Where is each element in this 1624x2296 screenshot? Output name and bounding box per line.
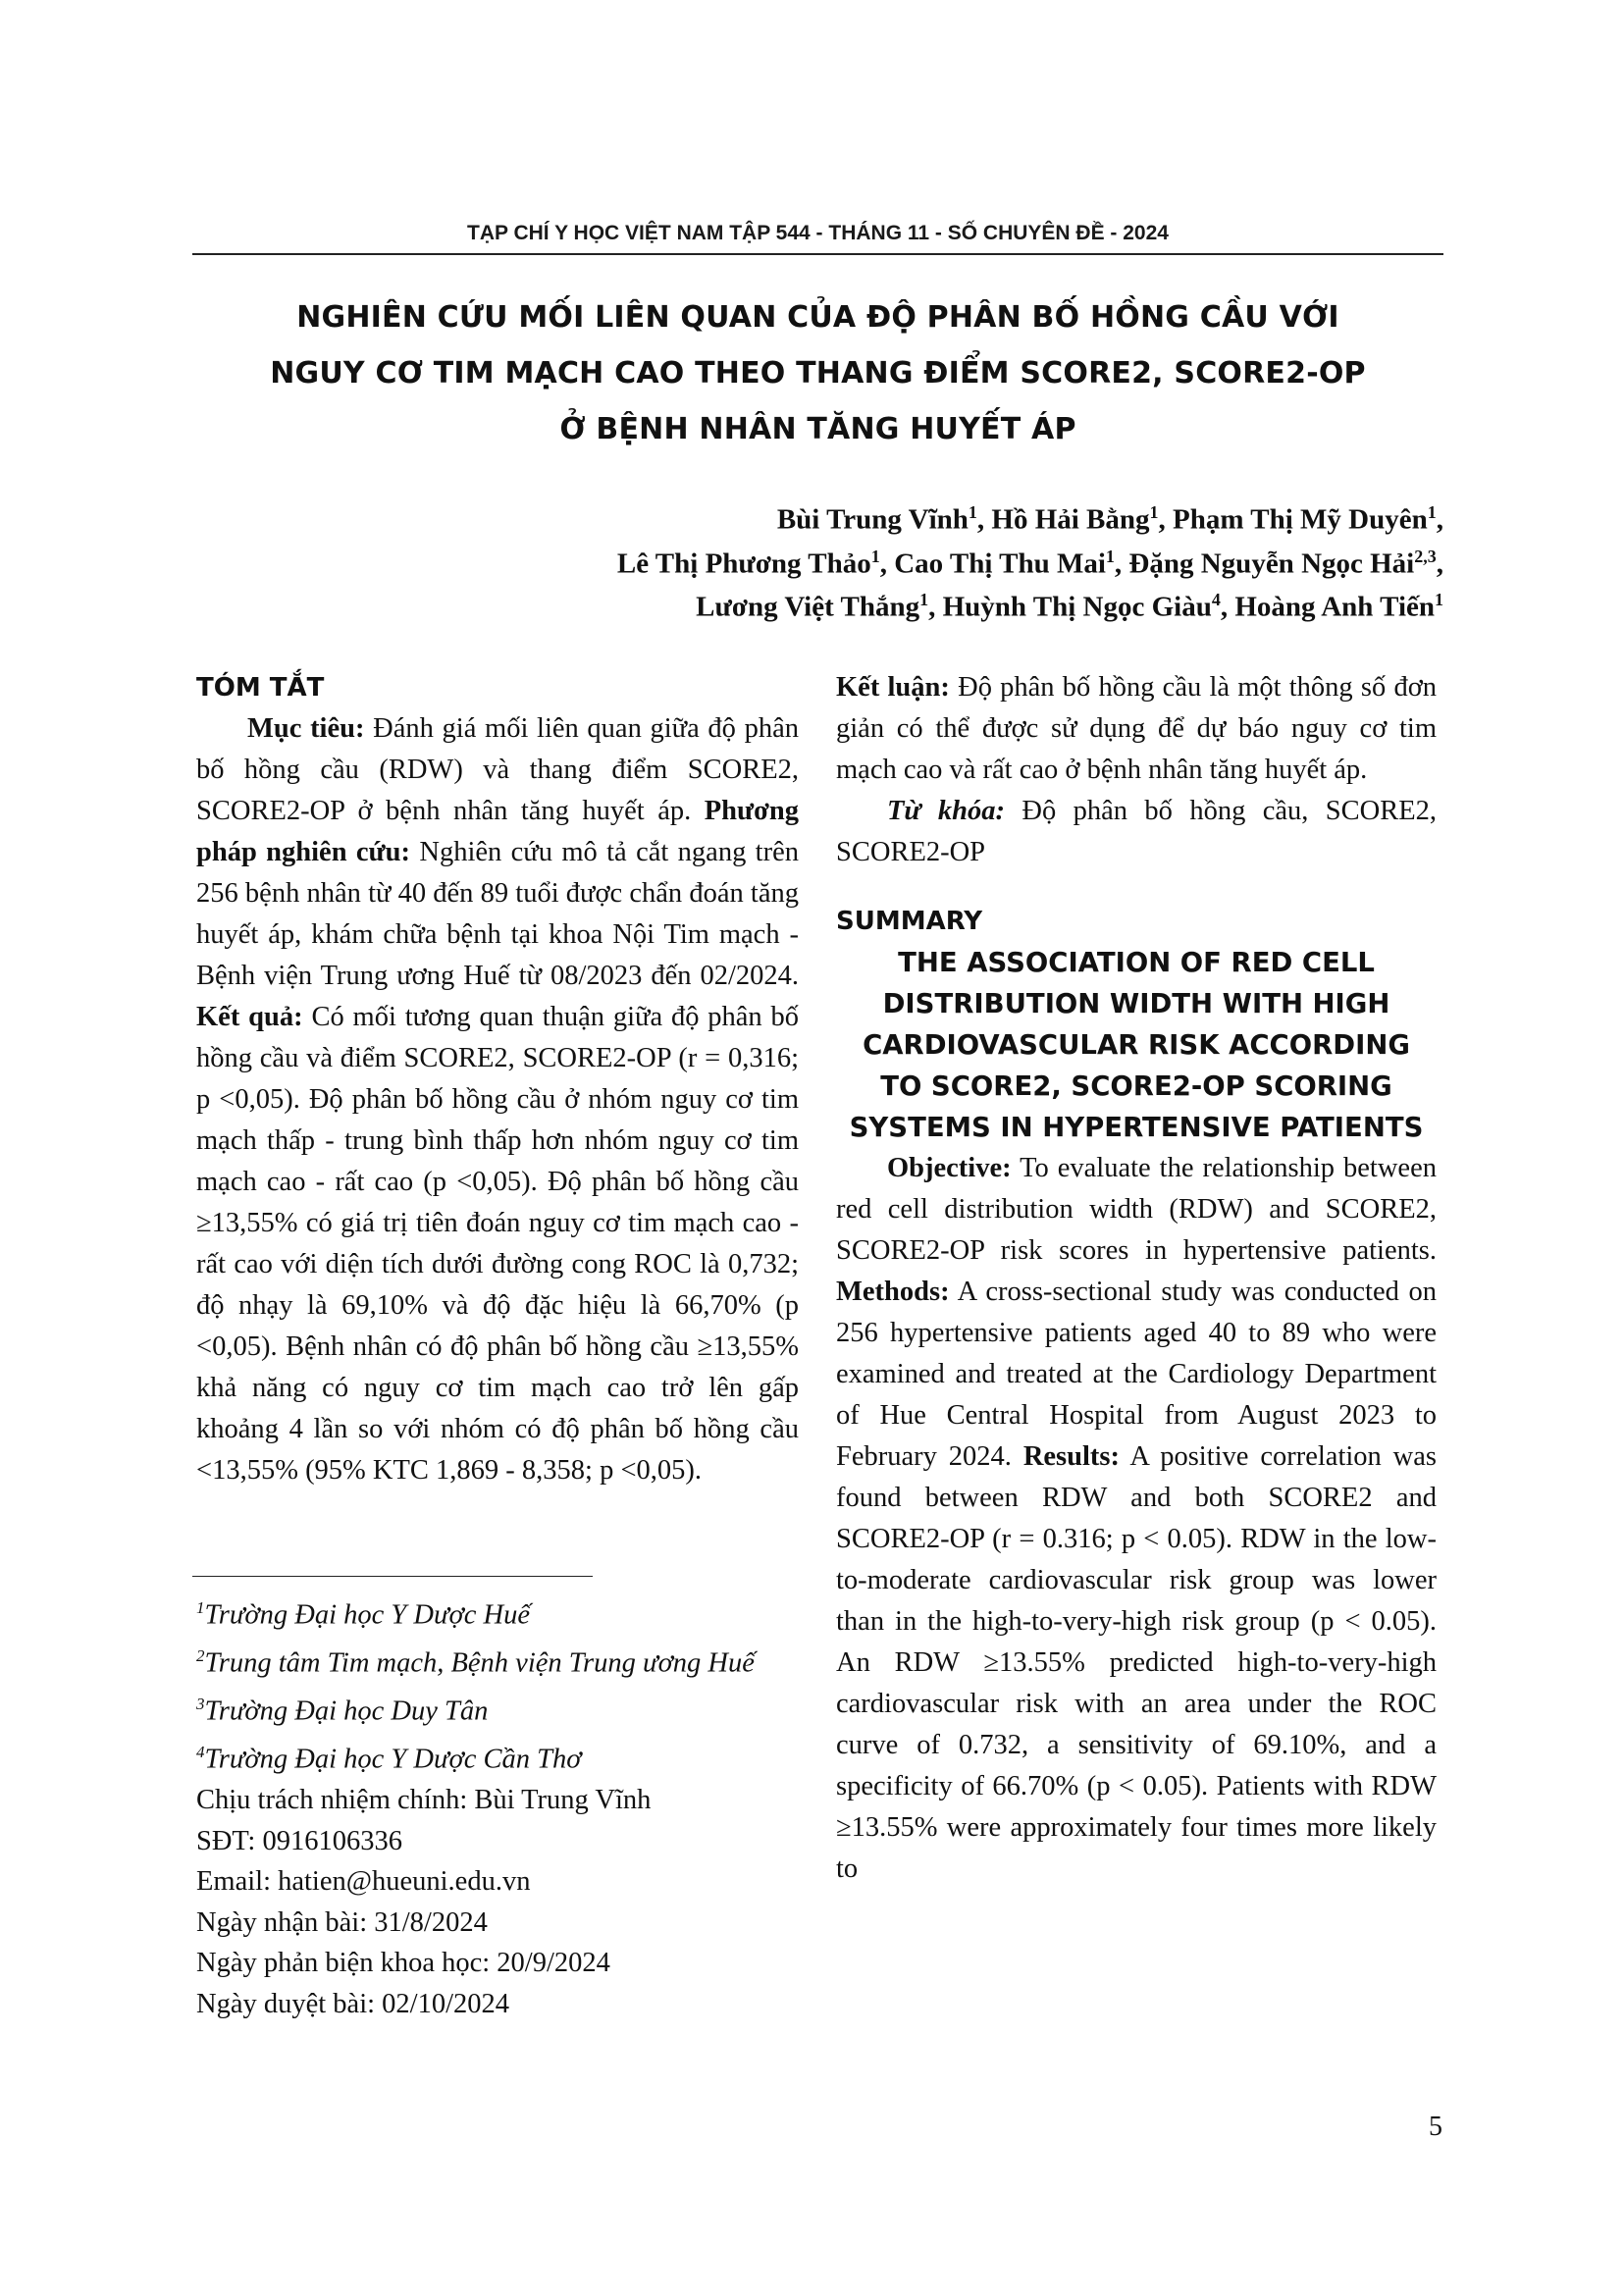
objective-text: Đánh giá mối liên quan giữa độ phân bố hồng cầu (RDW) và thang điểm SCORE2, SCORE2-OP ở bệnh nhân tăng huyết áp.: [196, 713, 799, 826]
summary-heading: SUMMARY: [836, 907, 983, 936]
affiliation-sup: 1: [1427, 502, 1437, 522]
footnotes: [196, 1588, 824, 2024]
email[interactable]: Email: hatien@hueuni.edu.vn: [196, 1866, 531, 1897]
abstract-vi-heading: TÓM TẮT: [196, 673, 325, 703]
date-received: Ngày nhận bài: 31/8/2024: [196, 1906, 488, 1938]
author-name: Lê Thị Phương Thảo: [616, 548, 871, 580]
affiliation-1: $^1$Trường Đại học Y Dược Huế: [196, 1598, 530, 1631]
right-column: [836, 667, 1437, 1890]
author-name: Bùi Trung Vĩnh: [776, 503, 969, 536]
header-rule: [192, 253, 1443, 255]
abstract-vi: [196, 667, 799, 1491]
abstract-vi-paragraph: [196, 708, 799, 1491]
summary-title-line: SYSTEMS IN HYPERTENSIVE PATIENTS: [849, 1112, 1424, 1143]
journal-header: TẠP CHÍ Y HỌC VIỆT NAM TẬP 544 - THÁNG 11 - SỐ CHUYÊN ĐỀ - 2024: [467, 222, 1169, 244]
author-name: Lương Việt Thắng: [696, 591, 920, 623]
author-name: Đặng Nguyễn Ngọc Hải: [1128, 548, 1415, 580]
author-name: Hồ Hải Bằng: [991, 503, 1150, 536]
affiliation-sup: 1: [968, 502, 977, 522]
summary-title-line: CARDIOVASCULAR RISK ACCORDING: [863, 1029, 1410, 1061]
author-name: Phạm Thị Mỹ Duyên: [1173, 503, 1428, 536]
summary-title-line: DISTRIBUTION WIDTH WITH HIGH: [882, 988, 1390, 1019]
author-name: Hoàng Anh Tiến: [1234, 591, 1435, 623]
methods-text-en: A cross-sectional study was conducted on 256 hypertensive patients aged 40 to 89 who were examined and treated at the Cardiology Department of Hue Central Hospital from August 2023 to February 2024.: [836, 1277, 1437, 1472]
affiliation-sup: 1: [1435, 590, 1443, 609]
results-label: Kết quả:: [196, 1002, 303, 1032]
summary-title-line: THE ASSOCIATION OF RED CELL: [898, 947, 1375, 978]
article-title-line-3: Ở BỆNH NHÂN TĂNG HUYẾT ÁP: [559, 412, 1076, 446]
conclusion-text: Độ phân bố hồng cầu là một thông số đơn giản có thể được sử dụng để dự báo nguy cơ tim mạch cao và rất cao ở bệnh nhân tăng huyết áp.: [836, 672, 1438, 785]
methods-label-en: Methods:: [836, 1277, 950, 1307]
affiliation-sup: 4: [1211, 590, 1221, 609]
author-name: Huỳnh Thị Ngọc Giàu: [942, 591, 1212, 623]
abstract-vi-conclusion: [836, 667, 1437, 791]
summary-paragraph: [836, 1148, 1437, 1890]
author-line-1: Bùi Trung Vĩnh$^1$, Hồ Hải Bằng$^1$, Phạm Thị Mỹ Duyên$^1$,: [776, 502, 1443, 536]
results-text-en: A positive correlation was found between RDW and both SCORE2 and SCORE2-OP (r = 0.316; p < 0.05). RDW in the low-to-moderate cardiovascular risk group was lower than in the high-to-very-high risk group (p < 0.05). An RDW ≥13.55% predicted high-to-very-high cardiovascular risk with an area under the ROC curve of 0.732, a sensitivity of 69.10%, and a specificity of 66.70% (p < 0.05). Patients with RDW ≥13.55% were approximately four times more likely to: [836, 1441, 1438, 1884]
responsible-author: Chịu trách nhiệm chính: Bùi Trung Vĩnh: [196, 1785, 652, 1815]
date-reviewed: Ngày phản biện khoa học: 20/9/2024: [196, 1948, 610, 1978]
results-label-en: Results:: [1022, 1441, 1120, 1472]
objective-text-en: To evaluate the relationship between red cell distribution width (RDW) and SCORE2, SCORE2-OP risk scores in hypertensive patients.: [836, 1153, 1437, 1266]
summary-title-line: TO SCORE2, SCORE2-OP SCORING: [880, 1070, 1392, 1102]
affiliation-4: $^4$Trường Đại học Y Dược Cần Thơ: [196, 1743, 582, 1775]
footnote-rule: [192, 1576, 593, 1577]
methods-text: Nghiên cứu mô tả cắt ngang trên 256 bệnh nhân từ 40 đến 89 tuổi được chẩn đoán tăng huyết áp, khám chữa bệnh tại khoa Nội Tim mạch - Bệnh viện Trung ương Huế từ 08/2023 đến 02/2024.: [196, 837, 799, 991]
date-accepted: Ngày duyệt bài: 02/10/2024: [196, 1988, 509, 2019]
affiliation-3: $^3$Trường Đại học Duy Tân: [196, 1695, 489, 1727]
affiliation-sup: 1: [870, 547, 880, 566]
methods-label: Phương pháp nghiên cứu:: [196, 796, 799, 867]
author-line-2: Lê Thị Phương Thảo$^1$, Cao Thị Thu Mai$^1$, Đặng Nguyễn Ngọc Hải$^{2,3}$,: [616, 547, 1443, 580]
affiliation-sup: 1: [1149, 502, 1159, 522]
affiliation-sup: 1: [1105, 547, 1115, 566]
keywords-text: Độ phân bố hồng cầu, SCORE2, SCORE2-OP: [836, 796, 1438, 867]
keywords-label: Từ khóa:: [887, 796, 1005, 826]
page-number: 5: [1429, 2112, 1442, 2142]
phone: SĐT: 0916106336: [196, 1825, 402, 1856]
affiliation-2: $^2$Trung tâm Tim mạch, Bệnh viện Trung ương Huế: [196, 1646, 755, 1679]
affiliation-sup: 2,3: [1414, 547, 1437, 566]
author-line-3: Lương Việt Thắng$^1$, Huỳnh Thị Ngọc Giàu$^4$, Hoàng Anh Tiến$^1$: [696, 590, 1443, 623]
objective-label-en: Objective:: [887, 1153, 1012, 1183]
article-title-line-1: NGHIÊN CỨU MỐI LIÊN QUAN CỦA ĐỘ PHÂN BỐ HỒNG CẦU VỚI: [296, 300, 1339, 335]
article-title-line-2: NGUY CƠ TIM MẠCH CAO THEO THANG ĐIỂM SCORE2, SCORE2-OP: [270, 356, 1366, 391]
keywords: [836, 791, 1437, 873]
affiliation-sup: 1: [919, 590, 929, 609]
results-text: Có mối tương quan thuận giữa độ phân bố hồng cầu và điểm SCORE2, SCORE2-OP (r = 0,316; p <0,05). Độ phân bố hồng cầu ở nhóm nguy cơ tim mạch thấp - trung bình thấp hơn nhóm nguy cơ tim mạch cao - rất cao (p <0,05). Độ phân bố hồng cầu ≥13,55% có giá trị tiên đoán nguy cơ tim mạch cao - rất cao với diện tích dưới đường cong ROC là 0,732; độ nhạy là 69,10% và độ đặc hiệu là 66,70% (p <0,05). Bệnh nhân có độ phân bố hồng cầu ≥13,55% khả năng có nguy cơ tim mạch cao trở lên gấp khoảng 4 lần so với nhóm có độ phân bố hồng cầu <13,55% (95% KTC 1,869 - 8,358; p <0,05).: [196, 1002, 800, 1486]
objective-label: Mục tiêu:: [247, 713, 365, 744]
conclusion-label: Kết luận:: [836, 672, 950, 703]
author-name: Cao Thị Thu Mai: [894, 548, 1106, 580]
